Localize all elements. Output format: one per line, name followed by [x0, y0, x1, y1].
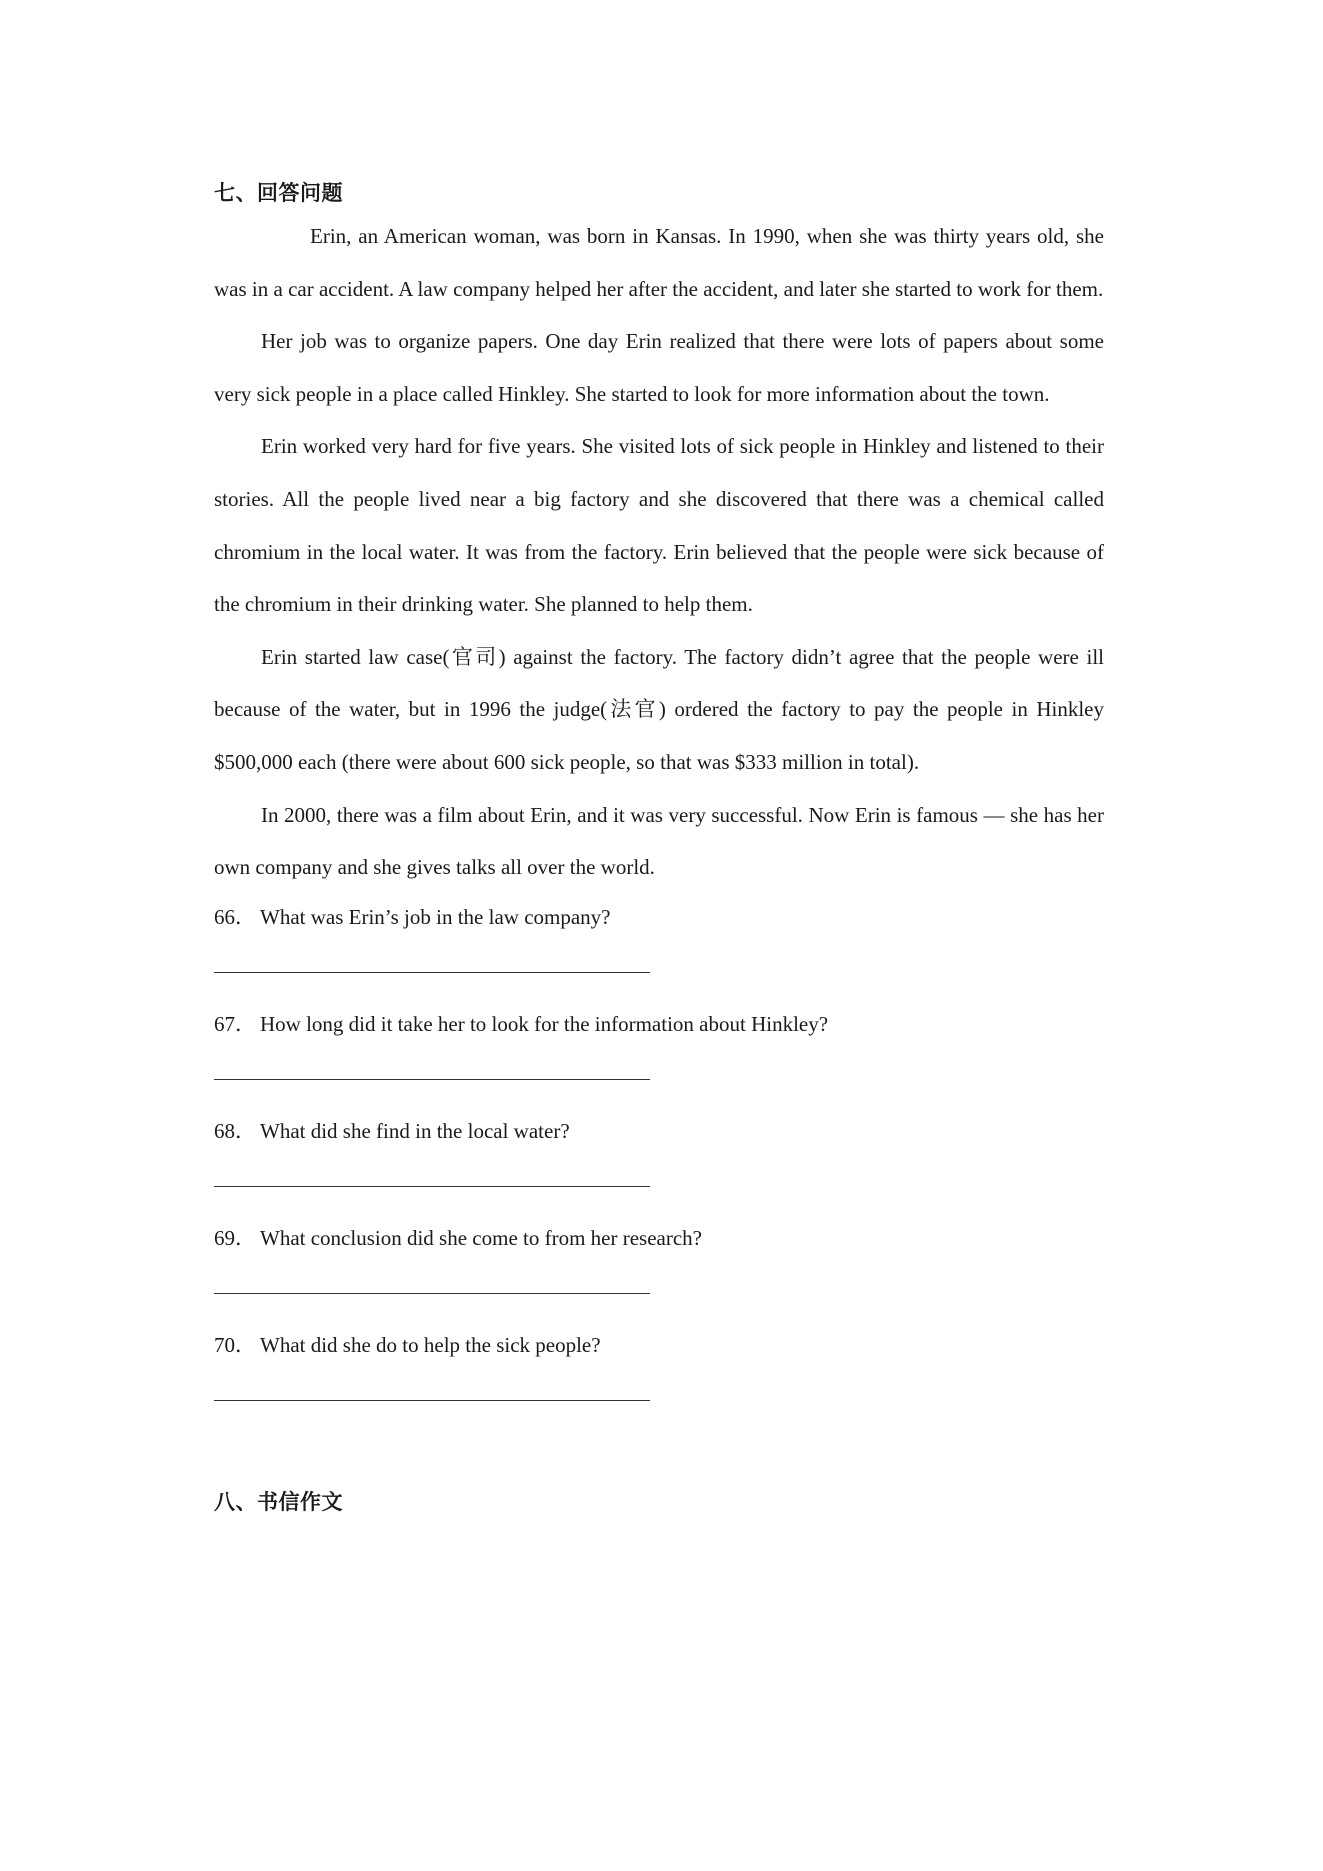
question-text: How long did it take her to look for the information about Hinkley? — [260, 1011, 829, 1036]
question-number: 68． — [214, 1118, 256, 1143]
question-item — [214, 902, 1104, 973]
question-text: What did she do to help the sick people? — [260, 1332, 601, 1357]
answer-line[interactable] — [214, 1400, 650, 1401]
question-item — [214, 1223, 1104, 1294]
answer-line[interactable] — [214, 1079, 650, 1080]
answer-line[interactable] — [214, 972, 650, 973]
question-text: What did she find in the local water? — [260, 1118, 570, 1143]
answer-line[interactable] — [214, 1293, 650, 1294]
question-list — [214, 902, 1104, 1401]
passage-paragraph: Erin, an American woman, was born in Kansas. In 1990, when she was thirty years old, she was in a car accident. A law company helped her after the accident, and later she started to work for them. — [214, 224, 1104, 301]
section-heading-letter-writing: 八、书信作文 — [214, 1489, 343, 1514]
question-text: What was Erin’s job in the law company? — [260, 904, 611, 929]
question-number: 70． — [214, 1332, 256, 1357]
reading-passage — [214, 210, 1104, 894]
passage-paragraph: Erin started law case(官司) against the factory. The factory didn’t agree that the people were ill because of the water, but in 1996 the judge(法官) ordered the factory to pay the people in Hinkley $500,000 each (there were about 600 sick people, so that was $333 million in total). — [214, 644, 1104, 774]
question-text: What conclusion did she come to from her research? — [260, 1225, 702, 1250]
question-number: 66． — [214, 904, 256, 929]
passage-paragraph: Erin worked very hard for five years. She visited lots of sick people in Hinkley and listened to their stories. All the people lived near a big factory and she discovered that there was a chemical called chromium in the local water. It was from the factory. Erin believed that the people were sick because of the chromium in their drinking water. She planned to help them. — [214, 434, 1104, 617]
question-item — [214, 1330, 1104, 1401]
question-item — [214, 1116, 1104, 1187]
question-number: 67． — [214, 1011, 256, 1036]
exam-page — [214, 178, 1104, 1517]
answer-line[interactable] — [214, 1186, 650, 1187]
passage-paragraph: Her job was to organize papers. One day Erin realized that there were lots of papers about some very sick people in a place called Hinkley. She started to look for more information about the town. — [214, 329, 1104, 406]
question-number: 69． — [214, 1225, 256, 1250]
section-heading-answer-questions: 七、回答问题 — [214, 181, 343, 205]
question-item — [214, 1009, 1104, 1080]
passage-paragraph: In 2000, there was a film about Erin, and it was very successful. Now Erin is famous — she has her own company and she gives talks all over the world. — [214, 802, 1104, 880]
